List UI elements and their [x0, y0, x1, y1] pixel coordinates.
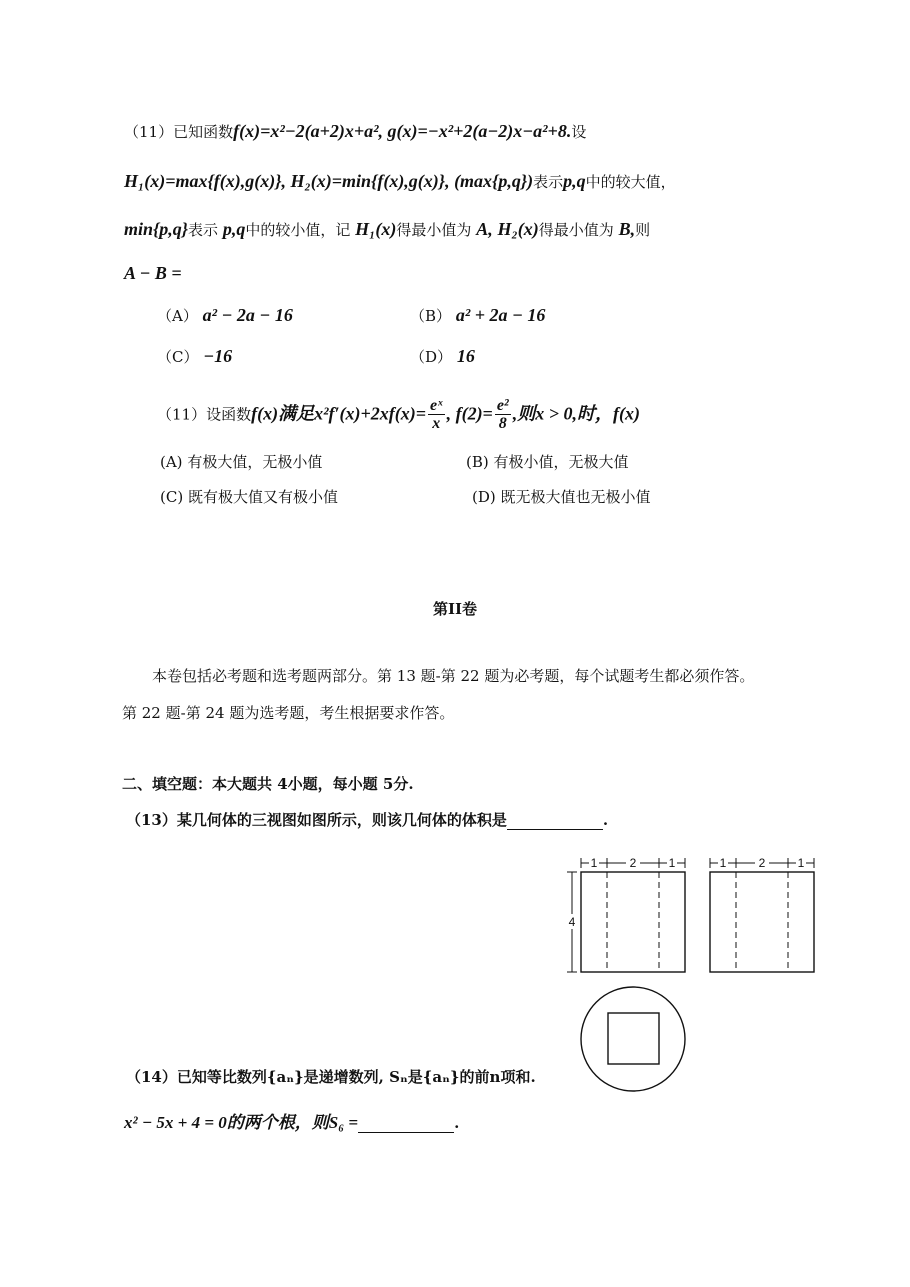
option-label: （B）	[410, 307, 452, 325]
front-view	[567, 858, 685, 972]
q11a-line2-end: 中的较大值，	[585, 173, 676, 191]
option-label: （A）	[157, 307, 198, 325]
option-label: (A)	[160, 453, 183, 471]
q11a-line3-text1: 表示	[188, 221, 219, 239]
q11a-line3-text3: 得最小值为	[396, 221, 472, 239]
q11a-line3-text4: 得最小值为	[538, 221, 614, 239]
section-title: 第II卷	[432, 600, 478, 618]
option-value: 有极小值，无极大值	[493, 453, 629, 471]
q11a-line2-formula: H₁(x)=max{f(x),g(x)}, H₂(x)=min{f(x),g(x)}, (max{p,q})	[124, 171, 534, 191]
q11b-option-c[interactable]	[160, 487, 338, 507]
dim-label-1: 1	[797, 856, 805, 870]
q14-equation: x² − 5x + 4 = 0的两个根，则S₆ =	[124, 1113, 359, 1132]
q11a-line3-h1: H₁(x)	[355, 219, 397, 239]
q11a-line4	[124, 263, 182, 284]
q11b-stem	[157, 398, 640, 438]
q11b-option-b[interactable]	[466, 452, 629, 472]
q11a-stem-formula: f(x)=x²−2(a+2)x+a², g(x)=−x²+2(a−2)x−a²+8.	[233, 121, 572, 141]
q11a-a-minus-b: A − B =	[124, 263, 182, 283]
top-view-square	[608, 1013, 659, 1064]
fraction-denominator: x	[432, 415, 441, 432]
q11a-option-b[interactable]	[410, 305, 545, 326]
q11a-option-a[interactable]	[157, 305, 293, 326]
option-label: (C)	[160, 488, 184, 506]
q11a-line3-text2: 中的较小值，记	[245, 221, 351, 239]
q11a-line2-pq: p,q	[563, 171, 586, 191]
q11a-line3-b: B,	[618, 219, 636, 239]
q11a-line3-h2: H₂(x)	[497, 219, 539, 239]
fraction-numerator: e²	[496, 397, 509, 414]
front-view-rect	[581, 872, 685, 972]
q13-stem	[126, 810, 608, 830]
q11a-line3-pq: p,q	[222, 219, 246, 239]
option-value: 既无极大值也无极小值	[500, 488, 651, 506]
q11a-option-d[interactable]	[410, 346, 475, 367]
q11b-option-a[interactable]	[160, 452, 322, 472]
q11a-number: （11）	[124, 123, 174, 141]
three-view-diagram	[553, 850, 821, 1096]
q14-line2	[124, 1113, 459, 1133]
q11a-option-c[interactable]	[157, 346, 232, 367]
q11b-fraction-ex-over-x	[428, 398, 445, 433]
q11a-line2-text: 表示	[533, 173, 564, 191]
fraction-denominator: 8	[498, 415, 507, 432]
q14-line1	[126, 1067, 536, 1087]
option-label: (D)	[472, 488, 496, 506]
q11a-line1	[124, 121, 586, 142]
q11a-line3-formula: min{p,q}	[124, 219, 189, 239]
q11a-line3-a: A,	[476, 219, 493, 239]
q14-answer-blank[interactable]	[358, 1116, 454, 1133]
q11a-line2	[124, 171, 676, 192]
q11a-stem-suffix: 设	[571, 123, 587, 141]
dim-label-1: 1	[590, 856, 598, 870]
option-value: a² − 2a − 16	[202, 305, 293, 325]
q14-end: .	[454, 1114, 460, 1132]
q13-answer-blank[interactable]	[507, 813, 603, 830]
q11a-line3-text5: 则	[635, 221, 651, 239]
fraction-numerator: eˣ	[430, 397, 443, 414]
q11a-stem-prefix: 已知函数	[173, 123, 234, 141]
top-view-circle	[581, 987, 685, 1091]
side-view	[710, 858, 814, 972]
option-label: （D）	[410, 348, 453, 366]
front-dim-labels	[566, 856, 677, 929]
q13-text: （13）某几何体的三视图如图所示，则该几何体的体积是	[126, 811, 507, 829]
option-value: −16	[203, 346, 233, 366]
option-value: a² + 2a − 16	[455, 305, 546, 325]
q11b-prefix: 设函数	[206, 405, 252, 424]
dim-label-1: 1	[668, 856, 676, 870]
option-value: 既有极大值又有极小值	[187, 488, 338, 506]
dim-label-1: 1	[719, 856, 727, 870]
intro-line1: 本卷包括必考题和选考题两部分。第 13 题-第 22 题为必考题，每个试题考生都必须作答。	[152, 667, 755, 685]
q11b-number: （11）	[157, 405, 207, 424]
q11b-formula2: , f(2)=	[446, 403, 493, 424]
q11b-fraction-e2-over-8	[495, 398, 511, 433]
side-view-rect	[710, 872, 814, 972]
q11b-formula3: ,则x > 0,时，f(x)	[512, 403, 640, 424]
dim-label-2: 2	[758, 856, 766, 870]
q11b-option-d[interactable]	[472, 487, 651, 507]
intro-line2: 第 22 题-第 24 题为选考题，考生根据要求作答。	[122, 704, 455, 722]
dim-label-height: 4	[568, 915, 576, 929]
part2-heading: 二、填空题：本大题共 4小题，每小题 5分.	[122, 775, 414, 793]
q13-end: .	[602, 811, 609, 829]
q14-text: （14）已知等比数列{aₙ}是递增数列, Sₙ是{aₙ}的前n项和.	[126, 1068, 536, 1086]
option-value: 16	[456, 346, 475, 366]
q11b-formula1: f(x)满足x²f′(x)+2xf(x)=	[251, 403, 427, 424]
dim-label-2: 2	[629, 856, 637, 870]
top-view	[581, 987, 685, 1091]
q11a-line3	[124, 219, 650, 240]
option-value: 有极大值，无极小值	[187, 453, 323, 471]
option-label: （C）	[157, 348, 199, 366]
option-label: (B)	[466, 453, 489, 471]
